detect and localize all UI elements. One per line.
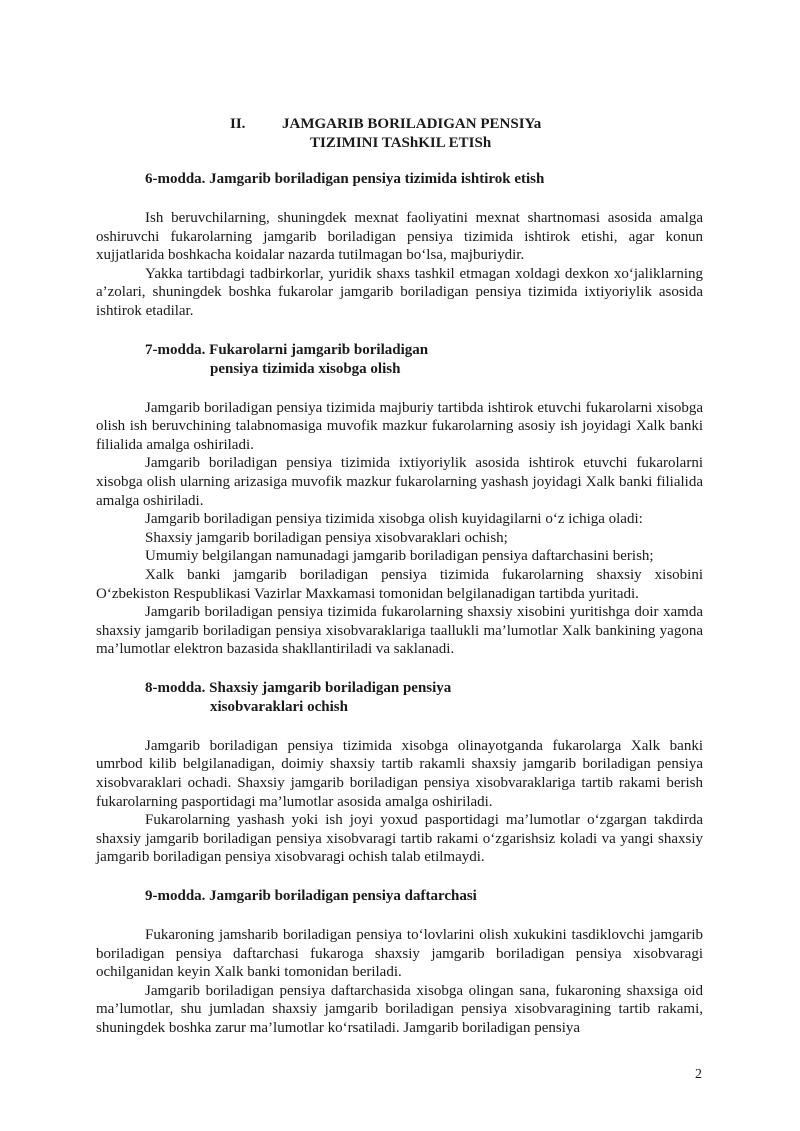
article-paragraph: Fukarolarning yashash yoki ish joyi yoxud pasportidagi ma’lumotlar o‘zgargan takdirda shaxsiy jamgarib boriladigan pensiya xisobvaragi tartib rakami o‘zgarishsiz koladi va yangi shaxsiy jamgarib boriladigan pensiya xisobvaragi ochish talab etilmaydi. [96,812,703,866]
article-paragraph: Jamgarib boriladigan pensiya tizimida fukarolarning shaxsiy xisobini yuritishga doir xamda shaxsiy jamgarib boriladigan pensiya xisobvaraklariga taallukli ma’lumotlar Xalk bankining yagona ma’lumotlar elektron bazasida shakllantiriladi va saklanadi. [96,604,703,658]
article-paragraph: Jamgarib boriladigan pensiya tizimida xisobga olinayotganda fukarolarga Xalk banki umrbod kilib belgilanadigan, doimiy shaxsiy tartib rakamli shaxsiy jamgarib boriladigan pensiya xisobvaraklari ochadi. Shaxsiy jamgarib boriladigan pensiya xisobvaraklariga tartib rakami berish fukarolarning pasportidagi ma’lumotlar asosida amalga oshiriladi. [96,737,703,810]
chapter-number: II. [230,116,246,132]
chapter-title [230,115,630,153]
article-8 [96,679,703,867]
article-heading: 9-modda. Jamgarib boriladigan pensiya daftarchasi [145,888,477,905]
chapter-title-line1: JAMGARIB BORILADIGAN PENSIYa [282,116,542,132]
document-body [96,170,703,1038]
article-paragraph: Yakka tartibdagi tadbirkorlar, yuridik shaxs tashkil etmagan xoldagi dexkon xo‘jaliklarning a’zolari, shuningdek boshka fukarolar jamgarib boriladigan pensiya tizimida ixtiyoriylik asosida ishtirok etadilar. [96,265,703,319]
article-7 [96,341,703,659]
article-heading: 8-modda. Shaxsiy jamgarib boriladigan pensiya xisobvaraklari ochish [145,679,452,715]
article-paragraph: Shaxsiy jamgarib boriladigan pensiya xisobvaraklari ochish; [145,529,508,546]
article-paragraph: Fukaroning jamsharib boriladigan pensiya to‘lovlarini olish xukukini tasdiklovchi jamgarib boriladigan pensiya daftarchasi fukaroga shaxsiy jamgarib boriladigan pensiya xisobvaragi ochilganidan keyin Xalk banki tomonidan beriladi. [96,927,703,981]
article-paragraph: Jamgarib boriladigan pensiya daftarchasida xisobga olingan sana, fukaroning shaxsiga oid ma’lumotlar, shu jumladan shaxsiy jamgarib boriladigan pensiya xisobvaragining tartib rakami, shuningdek boshka zarur ma’lumotlar ko‘rsatiladi. Jamgarib boriladigan pensiya [96,982,703,1036]
article-6 [96,170,703,321]
article-paragraph: Jamgarib boriladigan pensiya tizimida xisobga olish kuyidagilarni o‘z ichiga oladi: [145,511,643,528]
article-paragraph: Jamgarib boriladigan pensiya tizimida ixtiyoriylik asosida ishtirok etuvchi fukarolarni xisobga olish ularning arizasiga muvofik mazkur fukarolarning yashash joyidagi Xalk banki filialida amalga oshiriladi. [96,455,703,509]
page-number: 2 [695,1067,702,1082]
article-paragraph: Umumiy belgilangan namunadagi jamgarib boriladigan pensiya daftarchasini berish; [145,548,654,565]
article-heading: 6-modda. Jamgarib boriladigan pensiya tizimida ishtirok etish [145,171,545,187]
article-paragraph: Xalk banki jamgarib boriladigan pensiya tizimida fukarolarning shaxsiy xisobini O‘zbekiston Respublikasi Vazirlar Maxkamasi tomonidan belgilanadigan tartibda yuritadi. [96,566,703,602]
article-9 [96,887,703,1038]
article-paragraph: Ish beruvchilarning, shuningdek mexnat faoliyatini mexnat shartnomasi asosida amalga oshiruvchi fukarolarning jamgarib boriladigan pensiya tizimida ishtirok etishi, agar konun xujjatlarida boshkacha koidalar nazarda tutilmagan bo‘lsa, majburiydir. [96,210,703,264]
chapter-title-line2: TIZIMINI TAShKIL ETISh [310,135,492,151]
article-paragraph: Jamgarib boriladigan pensiya tizimida majburiy tartibda ishtirok etuvchi fukarolarni xisobga olish ish beruvchining talabnomasiga muvofik mazkur fukarolarning asosiy ish joyidagi Xalk banki filialida amalga oshiriladi. [96,399,703,453]
article-heading: 7-modda. Fukarolarni jamgarib boriladigan pensiya tizimida xisobga olish [145,341,429,377]
